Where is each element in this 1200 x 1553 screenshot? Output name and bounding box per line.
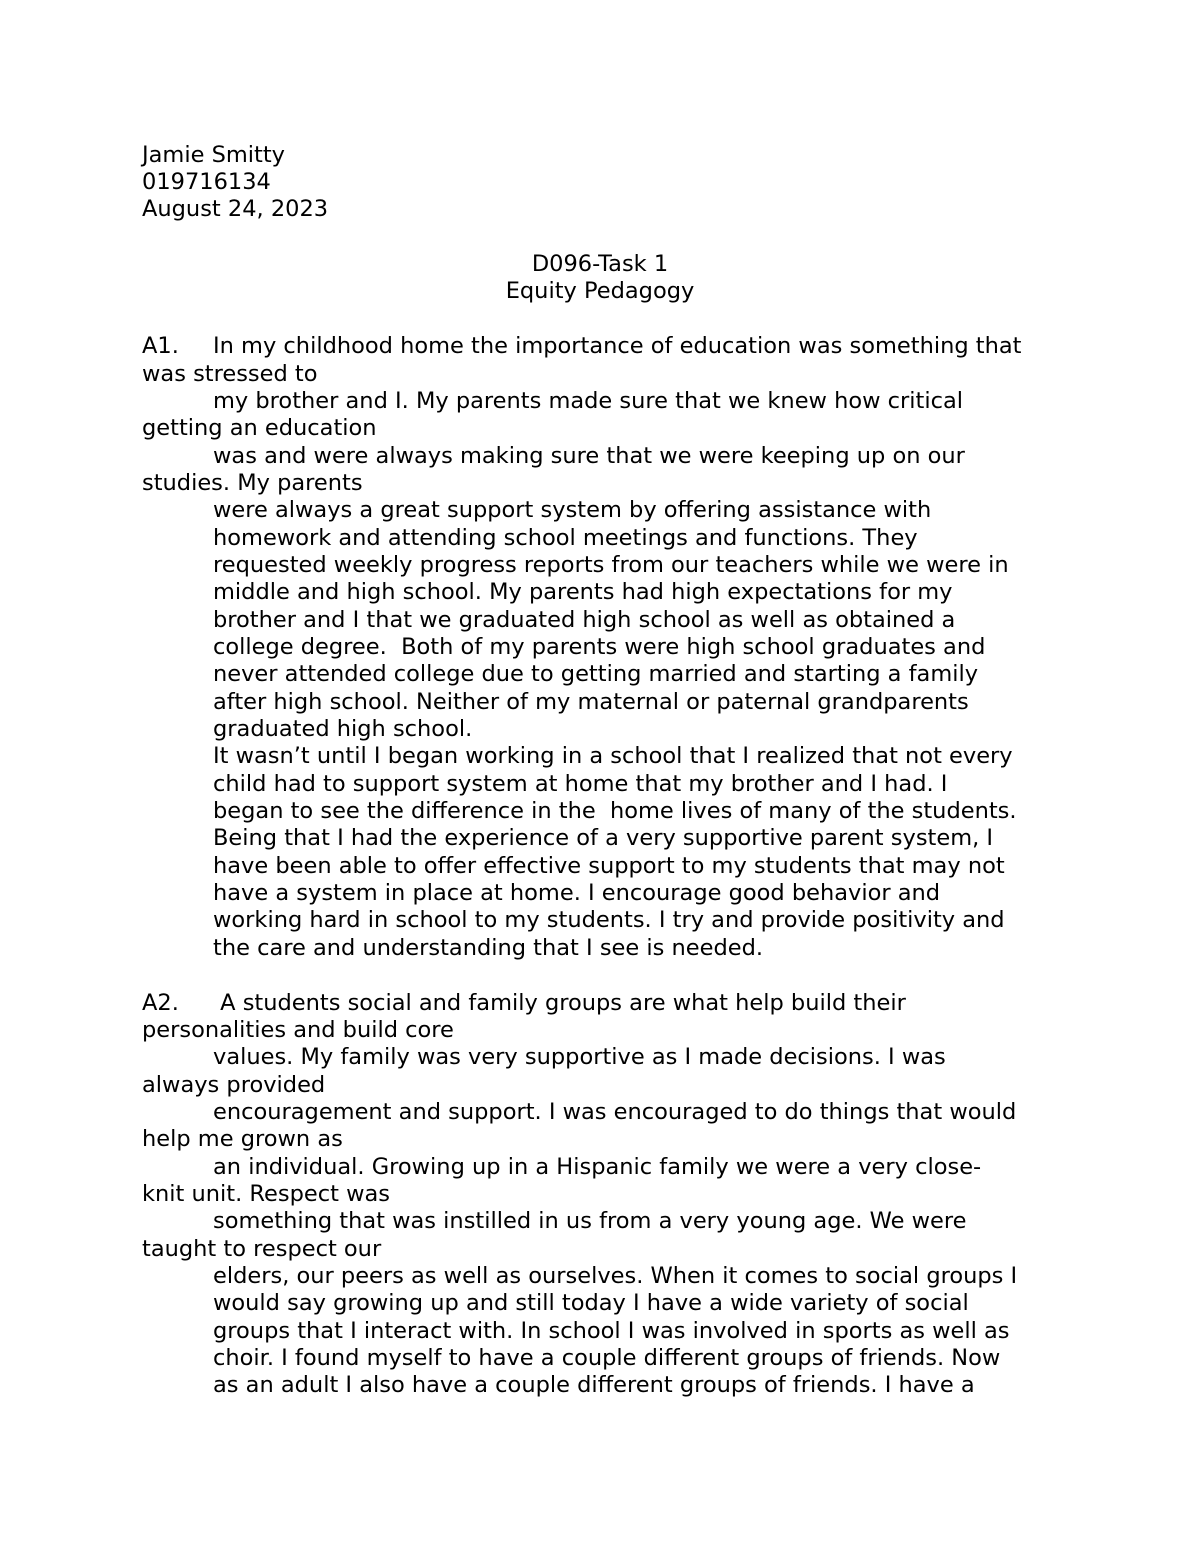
paragraph-line: college degree. Both of my parents were high school graduates and: [213, 634, 986, 660]
paragraph-line: brother and I that we graduated high school as well as obtained a: [213, 607, 956, 633]
paragraph-line: after high school. Neither of my maternal or paternal grandparents: [213, 689, 969, 715]
student-id: 019716134: [142, 169, 271, 195]
paragraph-line: have been able to offer effective support to my students that may not: [213, 853, 1005, 879]
paragraph-line: groups that I interact with. In school I was involved in sports as well as: [213, 1318, 1010, 1344]
paragraph-line: choir. I found myself to have a couple different groups of friends. Now: [213, 1345, 1001, 1371]
paragraph-line: In my childhood home the importance of education was something that: [213, 333, 1022, 359]
paragraph-line: was stressed to: [142, 361, 318, 387]
paragraph-line: knit unit. Respect was: [142, 1181, 390, 1207]
paragraph-line: Being that I had the experience of a very supportive parent system, I: [213, 825, 994, 851]
paragraph-line: homework and attending school meetings and functions. They: [213, 525, 918, 551]
paragraph-line: middle and high school. My parents had high expectations for my: [213, 579, 953, 605]
paragraph-line: would say growing up and still today I have a wide variety of social: [213, 1290, 969, 1316]
paragraph-line: my brother and I. My parents made sure that we knew how critical: [213, 388, 964, 414]
paragraph-line: never attended college due to getting married and starting a family: [213, 661, 979, 687]
paragraph-line: It wasn’t until I began working in a school that I realized that not every: [213, 743, 1013, 769]
paragraph-line: A students social and family groups are what help build their: [213, 990, 906, 1016]
author-name: Jamie Smitty: [142, 142, 285, 168]
paragraph-line: the care and understanding that I see is needed.: [213, 935, 764, 961]
paragraph-line: values. My family was very supportive as I made decisions. I was: [213, 1044, 946, 1070]
paragraph-line: were always a great support system by offering assistance with: [213, 497, 932, 523]
paragraph-line: help me grown as: [142, 1126, 343, 1152]
section-a1-label: A1.: [142, 333, 179, 359]
paragraph-line: requested weekly progress reports from our teachers while we were in: [213, 552, 1009, 578]
paragraph-line: something that was instilled in us from a very young age. We were: [213, 1208, 967, 1234]
paragraph-line: taught to respect our: [142, 1236, 382, 1262]
paragraph-line: studies. My parents: [142, 470, 363, 496]
paragraph-line: began to see the difference in the home lives of many of the students.: [213, 798, 1017, 824]
paragraph-line: as an adult I also have a couple different groups of friends. I have a: [213, 1372, 975, 1398]
paragraph-line: was and were always making sure that we were keeping up on our: [213, 443, 965, 469]
paragraph-line: personalities and build core: [142, 1017, 454, 1043]
paragraph-line: child had to support system at home that my brother and I had. I: [213, 771, 948, 797]
task-title: D096-Task 1: [531, 251, 669, 277]
paragraph-line: always provided: [142, 1072, 326, 1098]
section-a2-label: A2.: [142, 990, 179, 1016]
paragraph-line: have a system in place at home. I encourage good behavior and: [213, 880, 941, 906]
document-date: August 24, 2023: [142, 196, 329, 222]
paragraph-line: working hard in school to my students. I try and provide positivity and: [213, 907, 1005, 933]
paragraph-line: graduated high school.: [213, 716, 473, 742]
paragraph-line: an individual. Growing up in a Hispanic family we were a very close-: [213, 1154, 982, 1180]
document-subject: Equity Pedagogy: [505, 278, 695, 304]
paragraph-line: elders, our peers as well as ourselves. When it comes to social groups I: [213, 1263, 1018, 1289]
paragraph-line: getting an education: [142, 415, 377, 441]
paragraph-line: encouragement and support. I was encouraged to do things that would: [213, 1099, 1017, 1125]
